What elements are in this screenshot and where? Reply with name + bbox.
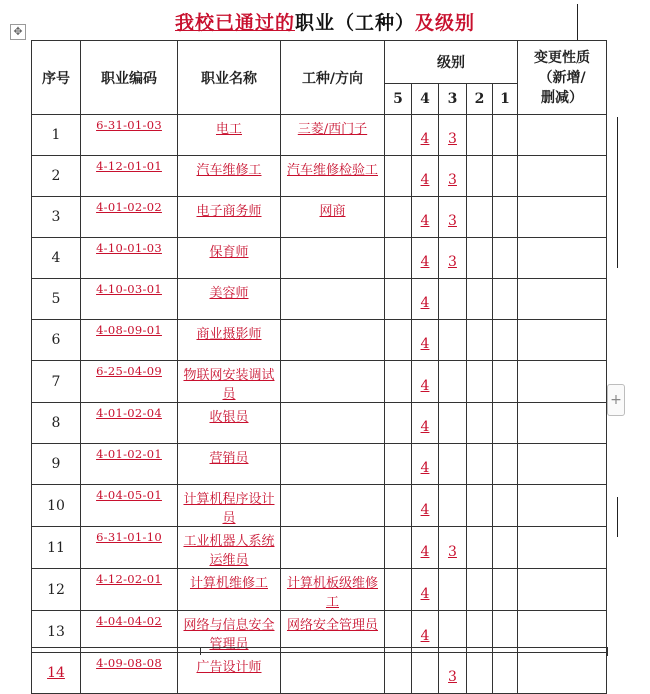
row-level-5: [385, 485, 412, 527]
row-name[interactable]: 电子商务师: [196, 204, 262, 219]
row-grade-4[interactable]: 4: [420, 501, 430, 518]
row-level-2: [467, 444, 493, 485]
row-name-cell: [178, 279, 281, 320]
table-row: [32, 320, 607, 361]
row-grade-3[interactable]: 3: [448, 131, 457, 147]
row-name[interactable]: 美容师: [209, 286, 249, 301]
row-code-cell: [81, 279, 178, 320]
row-level-5: [385, 238, 412, 279]
row-level-4: [412, 527, 439, 569]
header-change: [518, 41, 607, 115]
row-type-cell: [281, 320, 385, 361]
row-name[interactable]: 保育师: [209, 245, 249, 260]
row-level-4: [412, 403, 439, 444]
row-type-cell: [281, 569, 385, 611]
row-level-5: [385, 197, 412, 238]
row-type-cell: [281, 485, 385, 527]
row-level-3: [439, 444, 467, 485]
row-grade-4[interactable]: 4: [420, 213, 430, 229]
table-row: [32, 156, 607, 197]
header-level-4: 4: [412, 84, 439, 115]
row-seq: 13: [47, 623, 65, 640]
row-code[interactable]: 4-10-03-01: [96, 282, 162, 296]
add-row-icon[interactable]: +: [607, 384, 625, 416]
document-title: [0, 8, 650, 35]
row-code-cell: [81, 569, 178, 611]
row-level-1: [493, 320, 518, 361]
row-code-cell: [81, 485, 178, 527]
row-level-3: [439, 156, 467, 197]
row-level-2: [467, 361, 493, 403]
row-type[interactable]: 三菱/西门子: [297, 122, 368, 137]
row-seq-cell: [32, 444, 81, 485]
row-grade-3[interactable]: 3: [448, 254, 457, 270]
row-change-cell: [518, 527, 607, 569]
table-row: [32, 653, 607, 694]
header-code: 职业编码: [81, 41, 178, 115]
next-table-divider: [200, 647, 201, 655]
margin-line-right-upper: [617, 117, 618, 268]
row-change-cell: [518, 361, 607, 403]
row-level-3: [439, 361, 467, 403]
row-level-2: [467, 569, 493, 611]
row-level-4: [412, 156, 439, 197]
row-seq: 1: [51, 127, 61, 143]
row-seq-cell: [32, 403, 81, 444]
row-level-1: [493, 238, 518, 279]
row-grade-4[interactable]: 4: [420, 254, 430, 270]
row-code-cell: [81, 361, 178, 403]
header-change-line1: 变更性质: [534, 49, 591, 66]
row-level-5: [385, 569, 412, 611]
row-name[interactable]: 汽车维修工: [196, 163, 262, 178]
row-level-3: [439, 238, 467, 279]
row-seq: 9: [51, 456, 61, 472]
header-name: 职业名称: [178, 41, 281, 115]
header-level-5: 5: [385, 84, 412, 115]
row-type-cell: [281, 156, 385, 197]
row-code[interactable]: 4-04-04-02: [96, 614, 162, 628]
row-type[interactable]: 网络安全管理员: [286, 618, 378, 633]
row-level-1: [493, 279, 518, 320]
row-grade-4[interactable]: 4: [420, 172, 430, 188]
row-level-2: [467, 238, 493, 279]
header-change-line3: 删减）: [541, 89, 584, 106]
row-seq: 3: [51, 209, 61, 225]
row-level-2: [467, 197, 493, 238]
row-level-3: [439, 279, 467, 320]
row-seq: 5: [51, 291, 61, 307]
table-row: [32, 197, 607, 238]
row-seq-cell: [32, 320, 81, 361]
row-level-2: [467, 156, 493, 197]
row-seq-cell: [32, 653, 81, 694]
row-name[interactable]: 工业机器人系统运维员: [183, 534, 275, 568]
row-grade-4[interactable]: 4: [420, 336, 430, 352]
row-code-cell: [81, 115, 178, 156]
row-name[interactable]: 营销员: [209, 451, 249, 466]
row-grade-4[interactable]: 4: [420, 543, 430, 560]
table-row: [32, 238, 607, 279]
row-change-cell: [518, 569, 607, 611]
row-level-4: [412, 197, 439, 238]
row-type-cell: [281, 238, 385, 279]
row-type-cell: [281, 197, 385, 238]
row-seq: 11: [47, 539, 65, 556]
row-level-1: [493, 361, 518, 403]
row-level-4: [412, 569, 439, 611]
row-grade-4[interactable]: 4: [420, 627, 430, 644]
table-row: [32, 115, 607, 156]
title-part-3: 及级别: [415, 12, 476, 34]
row-level-3: [439, 527, 467, 569]
row-level-5: [385, 320, 412, 361]
row-seq: 10: [47, 497, 65, 514]
row-code[interactable]: 4-12-01-01: [96, 159, 162, 173]
header-level: 级别: [385, 41, 518, 84]
row-name[interactable]: 收银员: [209, 410, 249, 425]
row-level-5: [385, 403, 412, 444]
row-seq: 6: [51, 332, 61, 348]
row-level-1: [493, 444, 518, 485]
row-level-4: [412, 444, 439, 485]
row-code-cell: [81, 238, 178, 279]
row-grade-3[interactable]: 3: [448, 543, 457, 560]
row-name[interactable]: 网络与信息安全管理员: [183, 618, 275, 652]
row-level-5: [385, 156, 412, 197]
row-name-cell: [178, 653, 281, 694]
header-change-line2: （新增/: [538, 69, 586, 86]
header-type: 工种/方向: [281, 41, 385, 115]
title-part-1: 我校已通过的: [174, 12, 295, 34]
row-change-cell: [518, 115, 607, 156]
row-type[interactable]: 汽车维修检验工: [286, 163, 378, 178]
row-level-4: [412, 485, 439, 527]
row-name[interactable]: 物联网安装调试员: [183, 368, 275, 402]
row-code-cell: [81, 197, 178, 238]
row-change-cell: [518, 653, 607, 694]
row-level-1: [493, 115, 518, 156]
row-level-5: [385, 527, 412, 569]
row-seq-cell: [32, 527, 81, 569]
row-grade-4[interactable]: 4: [420, 585, 430, 602]
row-seq-cell: [32, 115, 81, 156]
header-level-3: 3: [439, 84, 467, 115]
row-name-cell: [178, 238, 281, 279]
header-level-1: 1: [493, 84, 518, 115]
table-row: [32, 361, 607, 403]
row-level-1: [493, 485, 518, 527]
row-seq: 8: [51, 415, 61, 431]
row-name[interactable]: 计算机维修工: [189, 576, 268, 591]
row-level-5: [385, 279, 412, 320]
row-level-4: [412, 653, 439, 694]
row-code[interactable]: 4-04-05-01: [96, 488, 162, 502]
header-seq: 序号: [32, 41, 81, 115]
row-level-4: [412, 115, 439, 156]
row-code[interactable]: 6-31-01-10: [96, 530, 162, 544]
row-grade-4[interactable]: 4: [420, 131, 430, 147]
table-row: [32, 569, 607, 611]
row-seq: 14: [47, 665, 65, 681]
row-type-cell: [281, 444, 385, 485]
row-name-cell: [178, 197, 281, 238]
table-row: [32, 279, 607, 320]
row-level-1: [493, 156, 518, 197]
row-change-cell: [518, 238, 607, 279]
row-seq: 4: [51, 250, 61, 266]
row-name-cell: [178, 156, 281, 197]
row-grade-3[interactable]: 3: [448, 172, 457, 188]
row-type-cell: [281, 115, 385, 156]
row-seq: 2: [51, 168, 61, 184]
row-level-5: [385, 653, 412, 694]
row-type-cell: [281, 279, 385, 320]
row-seq: 12: [47, 581, 65, 598]
row-code[interactable]: 4-01-02-01: [96, 447, 162, 461]
row-seq-cell: [32, 238, 81, 279]
row-type-cell: [281, 653, 385, 694]
row-grade-4[interactable]: 4: [420, 419, 430, 435]
row-seq-cell: [32, 197, 81, 238]
row-name-cell: [178, 320, 281, 361]
row-change-cell: [518, 403, 607, 444]
row-level-3: [439, 403, 467, 444]
row-code[interactable]: 4-09-08-08: [96, 656, 162, 670]
row-level-1: [493, 197, 518, 238]
row-code[interactable]: 6-31-01-03: [96, 118, 162, 132]
row-name[interactable]: 商业摄影师: [196, 327, 262, 342]
row-change-cell: [518, 156, 607, 197]
row-level-5: [385, 444, 412, 485]
row-type-cell: [281, 361, 385, 403]
row-level-2: [467, 653, 493, 694]
title-part-2: 职业（工种）: [294, 12, 415, 34]
row-level-1: [493, 653, 518, 694]
row-name-cell: [178, 527, 281, 569]
header-level-2: 2: [467, 84, 493, 115]
row-level-2: [467, 279, 493, 320]
row-level-4: [412, 320, 439, 361]
row-seq-cell: [32, 485, 81, 527]
row-level-2: [467, 527, 493, 569]
row-code-cell: [81, 527, 178, 569]
row-code-cell: [81, 444, 178, 485]
row-level-4: [412, 238, 439, 279]
row-name-cell: [178, 569, 281, 611]
row-code[interactable]: 4-12-02-01: [96, 572, 162, 586]
row-type-cell: [281, 527, 385, 569]
row-code[interactable]: 6-25-04-09: [96, 364, 162, 378]
row-grade-3[interactable]: 3: [448, 213, 457, 229]
row-level-2: [467, 485, 493, 527]
row-level-3: [439, 197, 467, 238]
row-code-cell: [81, 156, 178, 197]
row-seq-cell: [32, 156, 81, 197]
row-code-cell: [81, 320, 178, 361]
row-seq-cell: [32, 361, 81, 403]
row-seq-cell: [32, 569, 81, 611]
row-grade-4[interactable]: 4: [420, 295, 430, 311]
occupation-table: [31, 40, 607, 694]
row-grade-4[interactable]: 4: [420, 377, 430, 394]
row-type-cell: [281, 403, 385, 444]
table-row: [32, 403, 607, 444]
row-name[interactable]: 广告设计师: [196, 660, 262, 675]
table-row: [32, 527, 607, 569]
row-change-cell: [518, 485, 607, 527]
row-level-3: [439, 485, 467, 527]
row-level-1: [493, 569, 518, 611]
row-level-3: [439, 653, 467, 694]
row-change-cell: [518, 279, 607, 320]
row-level-5: [385, 361, 412, 403]
row-name-cell: [178, 115, 281, 156]
margin-line-right-lower: [617, 497, 618, 537]
row-level-2: [467, 115, 493, 156]
row-level-1: [493, 527, 518, 569]
margin-line-top: [577, 4, 578, 40]
row-level-3: [439, 569, 467, 611]
row-level-2: [467, 403, 493, 444]
row-name[interactable]: 计算机程序设计员: [183, 492, 275, 526]
row-code[interactable]: 4-10-01-03: [96, 241, 162, 255]
row-code[interactable]: 4-08-09-01: [96, 323, 162, 337]
row-level-3: [439, 115, 467, 156]
row-seq-cell: [32, 279, 81, 320]
row-code[interactable]: 4-01-02-04: [96, 406, 162, 420]
row-name[interactable]: 电工: [215, 122, 242, 137]
row-level-3: [439, 320, 467, 361]
table-row: [32, 485, 607, 527]
row-change-cell: [518, 320, 607, 361]
row-code-cell: [81, 653, 178, 694]
row-name-cell: [178, 403, 281, 444]
row-change-cell: [518, 444, 607, 485]
row-change-cell: [518, 197, 607, 238]
row-name-cell: [178, 485, 281, 527]
row-name-cell: [178, 444, 281, 485]
row-type[interactable]: 网商: [319, 204, 346, 219]
row-type[interactable]: 计算机板级维修工: [286, 576, 378, 610]
row-name-cell: [178, 361, 281, 403]
row-seq: 7: [51, 373, 61, 390]
table-row: [32, 444, 607, 485]
row-level-1: [493, 403, 518, 444]
row-code-cell: [81, 403, 178, 444]
table-move-handle-icon[interactable]: ✥: [10, 24, 26, 40]
row-level-2: [467, 320, 493, 361]
row-grade-3[interactable]: 3: [448, 669, 457, 685]
row-grade-4[interactable]: 4: [420, 460, 430, 476]
row-code[interactable]: 4-01-02-02: [96, 200, 162, 214]
row-level-5: [385, 115, 412, 156]
row-level-4: [412, 279, 439, 320]
row-level-4: [412, 361, 439, 403]
